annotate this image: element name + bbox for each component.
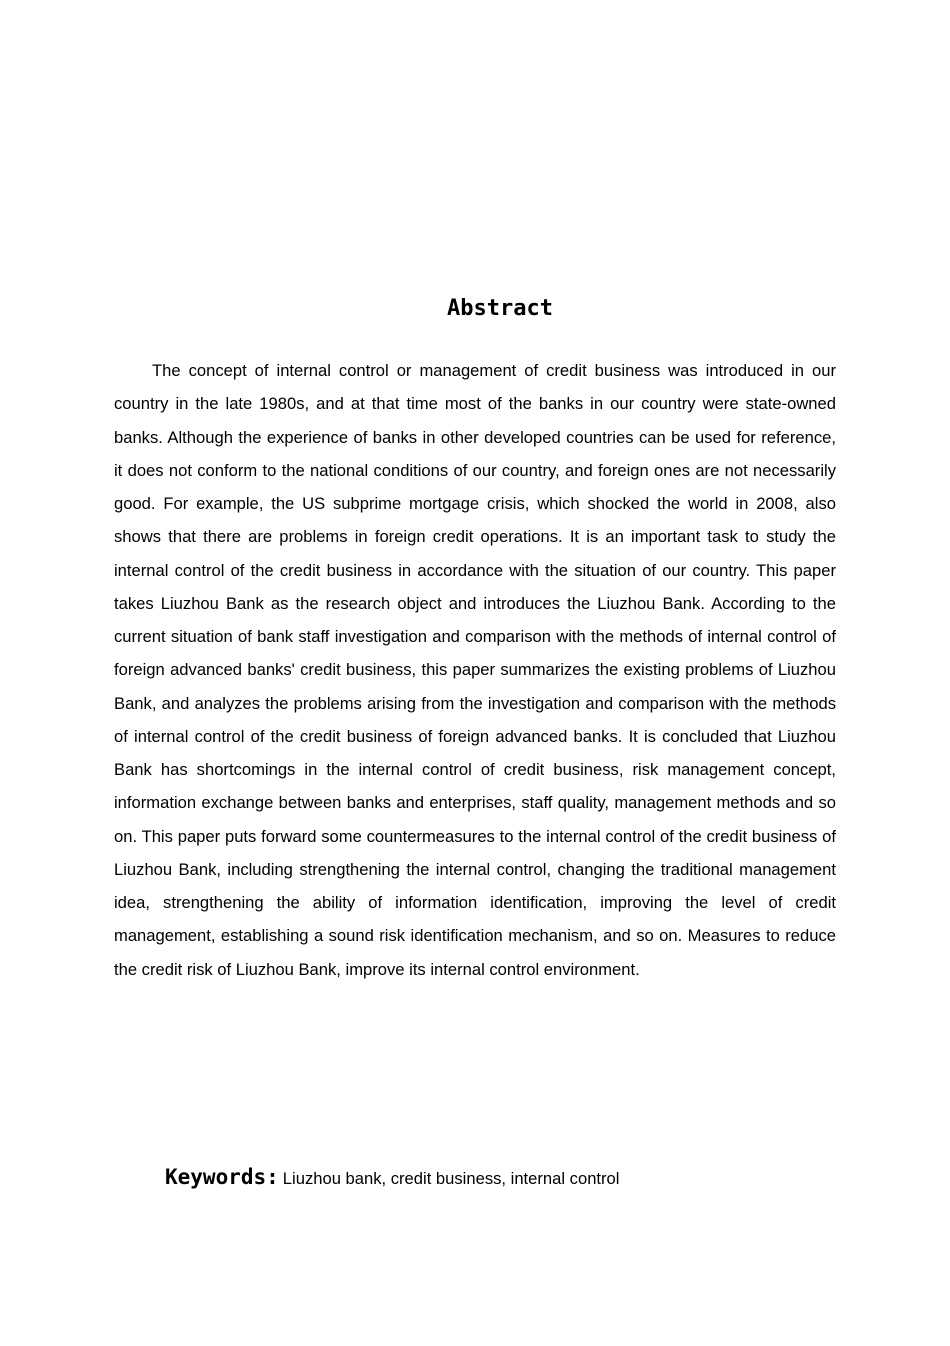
abstract-body: The concept of internal control or management of credit business was introduced in our country in the late 1980s, and at that time most of the banks in our country were state-owned banks. Although the experience of banks in other developed countries can be used for reference, it does not conform to the national conditions of our country, and foreign ones are not necessarily good. For example, the US subprime mortgage crisis, which shocked the world in 2008, also shows that there are problems in foreign credit operations. It is an important task to study the internal control of the credit business in accordance with the situation of our country. This paper takes Liuzhou Bank as the research object and introduces the Liuzhou Bank. According to the current situation of bank staff investigation and comparison with the methods of internal control of foreign advanced banks' credit business, this paper summarizes the existing problems of Liuzhou Bank, and analyzes the problems arising from the investigation and comparison with the methods of internal control of the credit business of foreign advanced banks. It is concluded that Liuzhou Bank has shortcomings in the internal control of credit business, risk management concept, information exchange between banks and enterprises, staff quality, management methods and so on. This paper puts forward some countermeasures to the internal control of the credit business of Liuzhou Bank, including strengthening the internal control, changing the traditional management idea, strengthening the ability of information identification, improving the level of credit management, establishing a sound risk identification mechanism, and so on. Measures to reduce the credit risk of Liuzhou Bank, improve its internal control environment. [114, 361, 836, 979]
keywords-text: Liuzhou bank, credit business, internal control [282, 1169, 620, 1188]
keywords-label: Keywords: [165, 1165, 279, 1189]
abstract-title: Abstract [447, 296, 553, 321]
keywords-line [165, 1160, 619, 1197]
